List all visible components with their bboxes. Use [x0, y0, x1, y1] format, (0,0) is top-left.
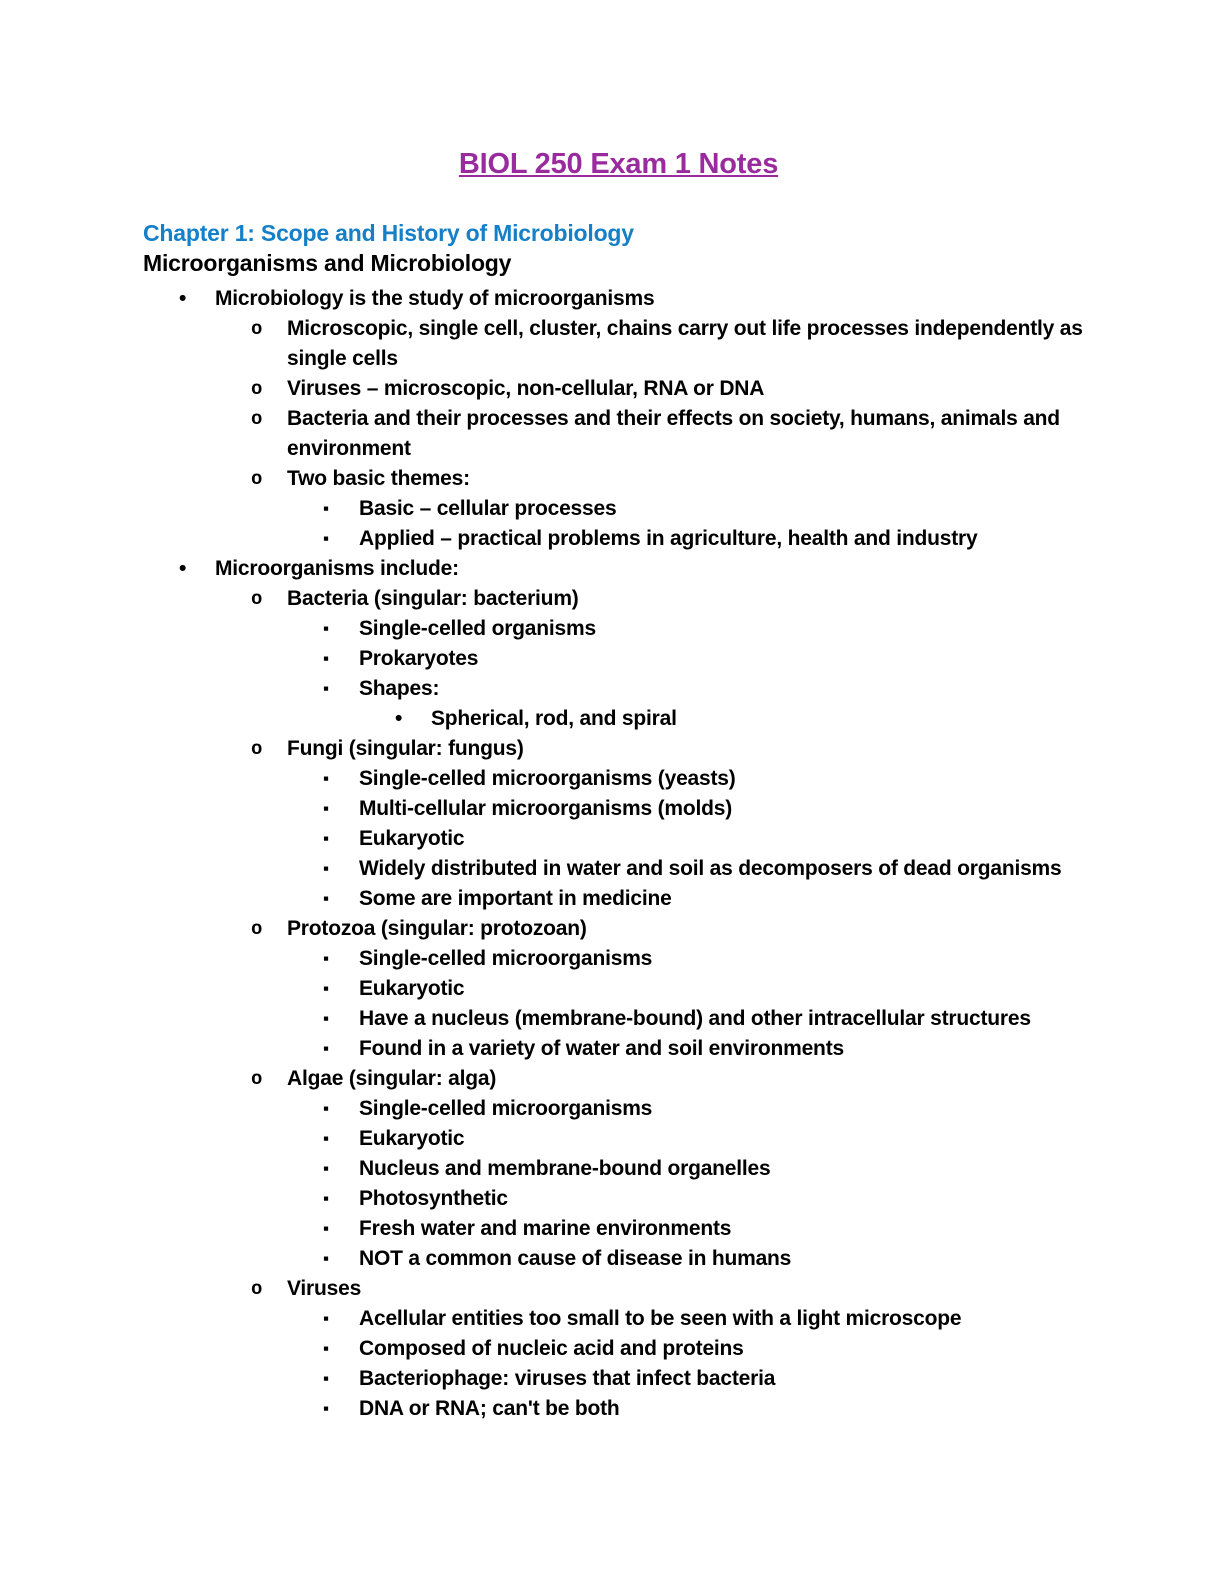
list-item-text: Single-celled microorganisms	[359, 1097, 653, 1120]
list-item-text: NOT a common cause of disease in humans	[359, 1247, 792, 1270]
list-item-text: Acellular entities too small to be seen with a light microscope	[359, 1307, 962, 1330]
list-item	[143, 1304, 1094, 1334]
document-title: BIOL 250 Exam 1 Notes	[458, 148, 779, 180]
square-bullet-icon: ▪	[323, 1039, 329, 1058]
list-item-text: Applied – practical problems in agriculture, health and industry	[359, 527, 978, 550]
list-item-text: Bacteriophage: viruses that infect bacteria	[359, 1367, 776, 1390]
list-item-text: Protozoa (singular: protozoan)	[287, 917, 587, 940]
square-bullet-icon: ▪	[323, 619, 329, 638]
list-item	[143, 1124, 1094, 1154]
list-item-text: Nucleus and membrane-bound organelles	[359, 1157, 771, 1180]
list-item-text: Two basic themes:	[287, 467, 470, 490]
circle-o-bullet-icon: o	[251, 588, 263, 610]
circle-o-bullet-icon: o	[251, 738, 263, 760]
list-item	[143, 1364, 1094, 1394]
list-item	[143, 464, 1094, 494]
list-item-text: Microorganisms include:	[215, 557, 459, 580]
square-bullet-icon: ▪	[323, 949, 329, 968]
list-item-text: Photosynthetic	[359, 1187, 508, 1210]
square-bullet-icon: ▪	[323, 1309, 329, 1328]
list-item	[143, 404, 1094, 464]
list-item-text: Prokaryotes	[359, 647, 479, 670]
list-item	[143, 284, 1094, 314]
list-item	[143, 854, 1094, 884]
square-bullet-icon: ▪	[323, 1399, 329, 1418]
list-item-text: Shapes:	[359, 677, 440, 700]
list-item	[143, 314, 1094, 374]
chapter-heading: Chapter 1: Scope and History of Microbiology	[143, 220, 634, 246]
square-bullet-icon: ▪	[323, 1339, 329, 1358]
list-item-text: Algae (singular: alga)	[287, 1067, 497, 1090]
square-bullet-icon: ▪	[323, 859, 329, 878]
list-item	[143, 1184, 1094, 1214]
circle-o-bullet-icon: o	[251, 468, 263, 490]
list-item-text: Single-celled organisms	[359, 617, 596, 640]
circle-o-bullet-icon: o	[251, 318, 263, 340]
list-item-text: Viruses	[287, 1277, 362, 1300]
list-item-text: Fresh water and marine environments	[359, 1217, 732, 1240]
list-item	[143, 794, 1094, 824]
list-item-text: Bacteria (singular: bacterium)	[287, 587, 579, 610]
list-item	[143, 674, 1094, 704]
list-item-text: Single-celled microorganisms	[359, 947, 653, 970]
list-item	[143, 1394, 1094, 1424]
list-item	[143, 764, 1094, 794]
list-item-text: Multi-cellular microorganisms (molds)	[359, 797, 732, 820]
list-item	[143, 824, 1094, 854]
square-bullet-icon: ▪	[323, 1219, 329, 1238]
list-item-text: Single-celled microorganisms (yeasts)	[359, 767, 736, 790]
list-item-text: Bacteria and their processes and their effects on society, humans, animals and environment	[287, 407, 1060, 460]
list-item	[143, 974, 1094, 1004]
section-heading: Microorganisms and Microbiology	[143, 250, 512, 276]
square-bullet-icon: ▪	[323, 769, 329, 788]
circle-o-bullet-icon: o	[251, 1278, 263, 1300]
list-item-text: Microscopic, single cell, cluster, chains carry out life processes independently as single cells	[287, 317, 1083, 370]
list-item-text: Have a nucleus (membrane-bound) and other intracellular structures	[359, 1007, 1031, 1030]
list-item-text: Some are important in medicine	[359, 887, 672, 910]
square-bullet-icon: ▪	[323, 799, 329, 818]
notes-list	[143, 284, 1094, 1424]
list-item	[143, 554, 1094, 584]
square-bullet-icon: ▪	[323, 889, 329, 908]
list-item	[143, 1214, 1094, 1244]
list-item	[143, 1004, 1094, 1034]
list-item	[143, 884, 1094, 914]
disc-bullet-icon: •	[179, 557, 187, 580]
list-item	[143, 1064, 1094, 1094]
circle-o-bullet-icon: o	[251, 918, 263, 940]
square-bullet-icon: ▪	[323, 829, 329, 848]
list-item-text: Basic – cellular processes	[359, 497, 617, 520]
list-item-text: Widely distributed in water and soil as decomposers of dead organisms	[359, 857, 1062, 880]
square-bullet-icon: ▪	[323, 1189, 329, 1208]
list-item	[143, 374, 1094, 404]
square-bullet-icon: ▪	[323, 1249, 329, 1268]
list-item	[143, 614, 1094, 644]
list-item-text: Composed of nucleic acid and proteins	[359, 1337, 744, 1360]
circle-o-bullet-icon: o	[251, 1068, 263, 1090]
list-item	[143, 734, 1094, 764]
list-item	[143, 524, 1094, 554]
list-item-text: Viruses – microscopic, non-cellular, RNA or DNA	[287, 377, 765, 400]
list-item	[143, 1154, 1094, 1184]
square-bullet-icon: ▪	[323, 529, 329, 548]
square-bullet-icon: ▪	[323, 679, 329, 698]
disc-bullet-icon: •	[179, 287, 187, 310]
square-bullet-icon: ▪	[323, 1369, 329, 1388]
square-bullet-icon: ▪	[323, 649, 329, 668]
list-item-text: Eukaryotic	[359, 977, 465, 1000]
list-item	[143, 584, 1094, 614]
square-bullet-icon: ▪	[323, 1009, 329, 1028]
list-item	[143, 1094, 1094, 1124]
square-bullet-icon: ▪	[323, 979, 329, 998]
list-item	[143, 494, 1094, 524]
list-item-text: DNA or RNA; can't be both	[359, 1397, 620, 1420]
disc-bullet-icon: •	[395, 707, 403, 730]
list-item	[143, 1274, 1094, 1304]
square-bullet-icon: ▪	[323, 1129, 329, 1148]
square-bullet-icon: ▪	[323, 1099, 329, 1118]
list-item-text: Fungi (singular: fungus)	[287, 737, 524, 760]
list-item	[143, 1334, 1094, 1364]
list-item	[143, 944, 1094, 974]
list-item	[143, 644, 1094, 674]
circle-o-bullet-icon: o	[251, 408, 263, 430]
list-item	[143, 914, 1094, 944]
list-item-text: Eukaryotic	[359, 1127, 465, 1150]
list-item-text: Microbiology is the study of microorganisms	[215, 287, 655, 310]
list-item	[143, 1034, 1094, 1064]
list-item-text: Eukaryotic	[359, 827, 465, 850]
list-item	[143, 704, 1094, 734]
circle-o-bullet-icon: o	[251, 378, 263, 400]
list-item	[143, 1244, 1094, 1274]
list-item-text: Spherical, rod, and spiral	[431, 707, 677, 730]
list-item-text: Found in a variety of water and soil environments	[359, 1037, 844, 1060]
square-bullet-icon: ▪	[323, 499, 329, 518]
square-bullet-icon: ▪	[323, 1159, 329, 1178]
